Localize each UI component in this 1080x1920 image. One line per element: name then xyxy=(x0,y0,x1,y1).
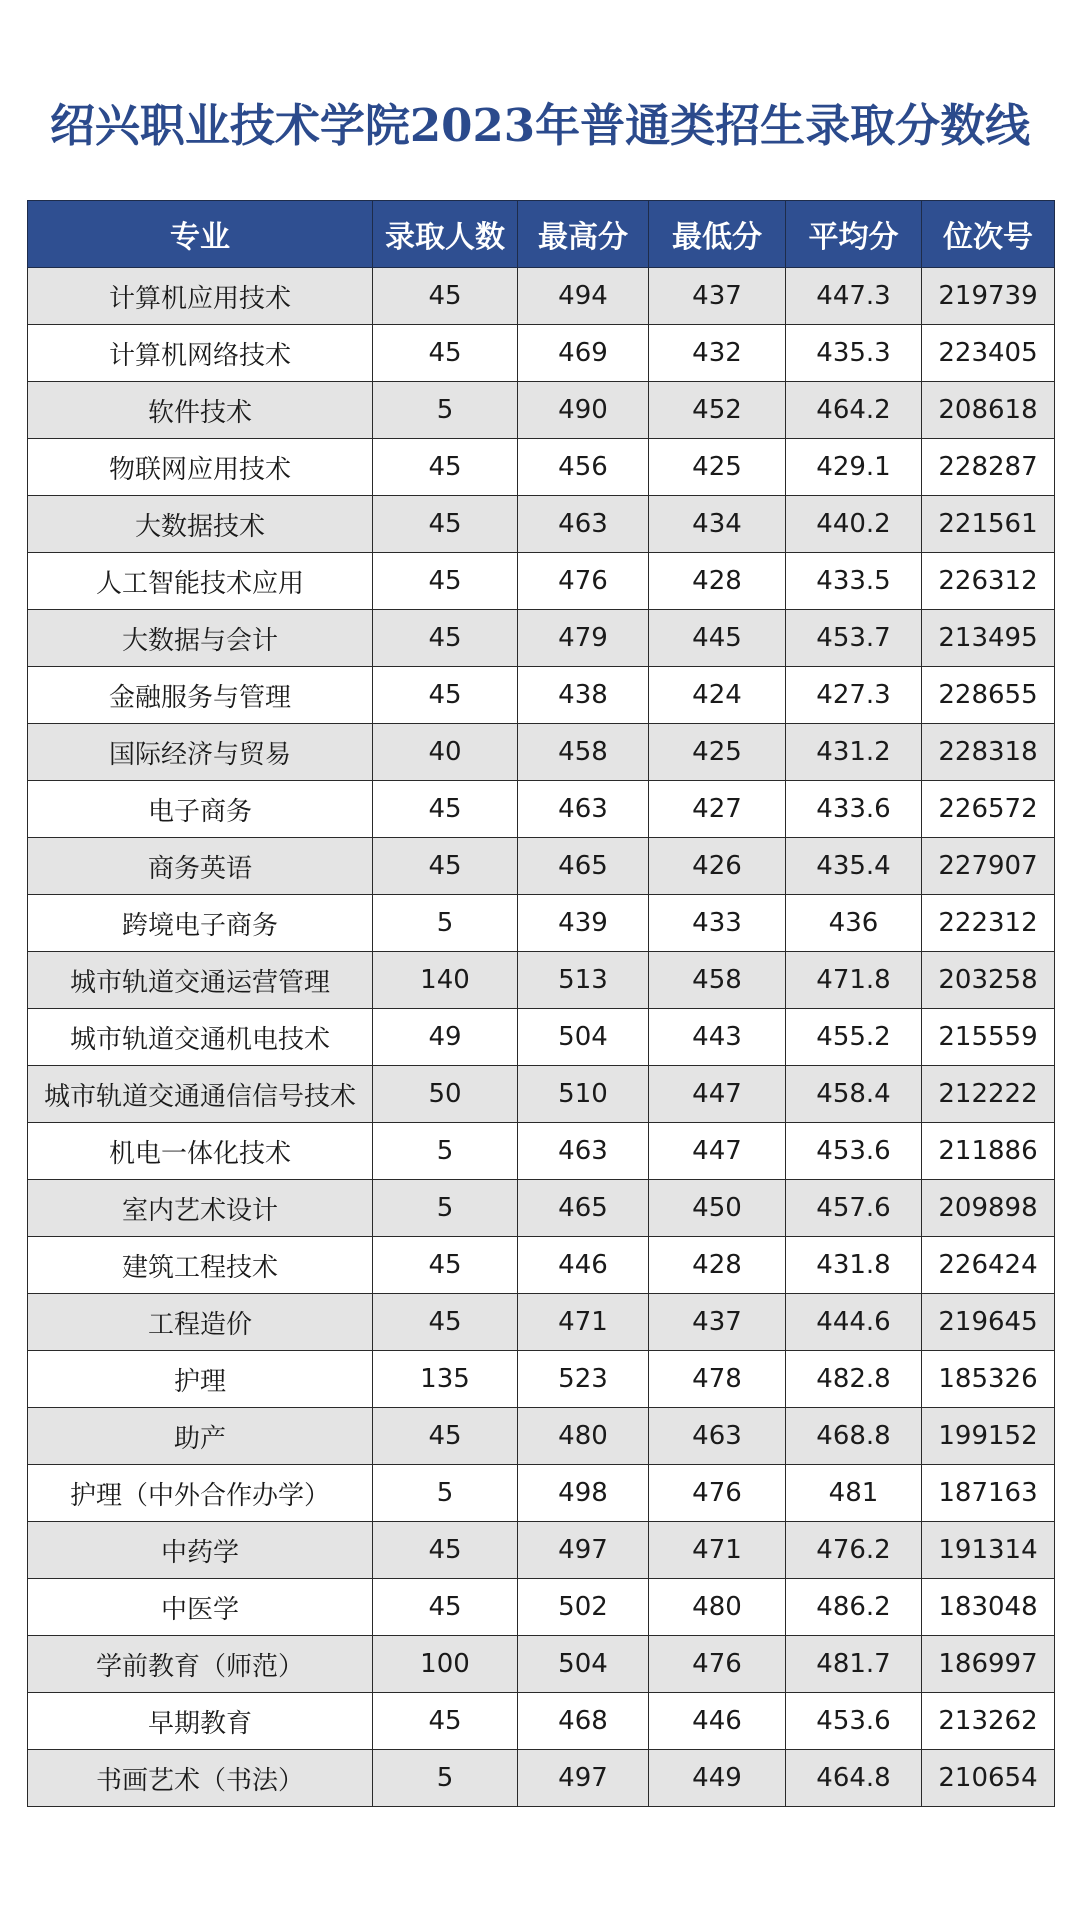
table-row xyxy=(28,1408,1055,1465)
cell-rank: 213495 xyxy=(922,610,1055,667)
cell-admitted-count: 45 xyxy=(373,439,518,496)
table-row xyxy=(28,1180,1055,1237)
cell-highest-score: 463 xyxy=(518,781,649,838)
cell-admitted-count: 45 xyxy=(373,781,518,838)
cell-highest-score: 469 xyxy=(518,325,649,382)
table-row xyxy=(28,1465,1055,1522)
cell-lowest-score: 428 xyxy=(649,553,786,610)
cell-highest-score: 468 xyxy=(518,1693,649,1750)
cell-admitted-count: 5 xyxy=(373,1123,518,1180)
cell-admitted-count: 45 xyxy=(373,1294,518,1351)
cell-average-score: 435.4 xyxy=(786,838,922,895)
cell-average-score: 468.8 xyxy=(786,1408,922,1465)
cell-highest-score: 463 xyxy=(518,1123,649,1180)
cell-average-score: 431.2 xyxy=(786,724,922,781)
cell-major: 城市轨道交通机电技术 xyxy=(28,1009,373,1066)
cell-average-score: 453.6 xyxy=(786,1123,922,1180)
cell-major: 国际经济与贸易 xyxy=(28,724,373,781)
cell-average-score: 436 xyxy=(786,895,922,952)
table-row xyxy=(28,1750,1055,1807)
cell-major: 软件技术 xyxy=(28,382,373,439)
cell-highest-score: 497 xyxy=(518,1522,649,1579)
cell-highest-score: 490 xyxy=(518,382,649,439)
cell-average-score: 429.1 xyxy=(786,439,922,496)
cell-major: 书画艺术（书法） xyxy=(28,1750,373,1807)
cell-rank: 226572 xyxy=(922,781,1055,838)
cell-rank: 203258 xyxy=(922,952,1055,1009)
cell-major: 电子商务 xyxy=(28,781,373,838)
cell-highest-score: 438 xyxy=(518,667,649,724)
cell-major: 跨境电子商务 xyxy=(28,895,373,952)
cell-highest-score: 513 xyxy=(518,952,649,1009)
cell-lowest-score: 437 xyxy=(649,268,786,325)
cell-admitted-count: 45 xyxy=(373,838,518,895)
table-row xyxy=(28,496,1055,553)
cell-rank: 223405 xyxy=(922,325,1055,382)
table-row xyxy=(28,439,1055,496)
cell-average-score: 453.7 xyxy=(786,610,922,667)
cell-lowest-score: 428 xyxy=(649,1237,786,1294)
admission-score-table xyxy=(27,200,1055,1807)
cell-lowest-score: 446 xyxy=(649,1693,786,1750)
cell-highest-score: 504 xyxy=(518,1009,649,1066)
cell-rank: 186997 xyxy=(922,1636,1055,1693)
cell-rank: 208618 xyxy=(922,382,1055,439)
table-row xyxy=(28,268,1055,325)
cell-lowest-score: 447 xyxy=(649,1123,786,1180)
table-row xyxy=(28,382,1055,439)
cell-major: 学前教育（师范） xyxy=(28,1636,373,1693)
table-row xyxy=(28,1237,1055,1294)
cell-major: 护理（中外合作办学） xyxy=(28,1465,373,1522)
cell-major: 计算机网络技术 xyxy=(28,325,373,382)
cell-highest-score: 476 xyxy=(518,553,649,610)
header-lowest-score: 最低分 xyxy=(649,201,786,268)
cell-lowest-score: 426 xyxy=(649,838,786,895)
cell-highest-score: 510 xyxy=(518,1066,649,1123)
cell-highest-score: 502 xyxy=(518,1579,649,1636)
cell-lowest-score: 476 xyxy=(649,1465,786,1522)
cell-rank: 228318 xyxy=(922,724,1055,781)
cell-rank: 185326 xyxy=(922,1351,1055,1408)
cell-highest-score: 465 xyxy=(518,1180,649,1237)
table-row xyxy=(28,895,1055,952)
cell-highest-score: 446 xyxy=(518,1237,649,1294)
cell-rank: 211886 xyxy=(922,1123,1055,1180)
page-title: 绍兴职业技术学院2023年普通类招生录取分数线 xyxy=(49,99,1031,152)
cell-admitted-count: 50 xyxy=(373,1066,518,1123)
table-row xyxy=(28,1579,1055,1636)
cell-major: 护理 xyxy=(28,1351,373,1408)
cell-average-score: 435.3 xyxy=(786,325,922,382)
table-row xyxy=(28,553,1055,610)
cell-rank: 212222 xyxy=(922,1066,1055,1123)
cell-average-score: 481.7 xyxy=(786,1636,922,1693)
cell-highest-score: 456 xyxy=(518,439,649,496)
cell-highest-score: 523 xyxy=(518,1351,649,1408)
header-major: 专业 xyxy=(28,201,373,268)
cell-average-score: 486.2 xyxy=(786,1579,922,1636)
cell-admitted-count: 45 xyxy=(373,1408,518,1465)
cell-highest-score: 494 xyxy=(518,268,649,325)
cell-average-score: 447.3 xyxy=(786,268,922,325)
table-row xyxy=(28,1636,1055,1693)
cell-lowest-score: 478 xyxy=(649,1351,786,1408)
table-body xyxy=(28,268,1055,1807)
cell-average-score: 476.2 xyxy=(786,1522,922,1579)
table-row xyxy=(28,1123,1055,1180)
cell-admitted-count: 5 xyxy=(373,1180,518,1237)
cell-rank: 222312 xyxy=(922,895,1055,952)
cell-lowest-score: 433 xyxy=(649,895,786,952)
cell-major: 机电一体化技术 xyxy=(28,1123,373,1180)
cell-rank: 183048 xyxy=(922,1579,1055,1636)
cell-highest-score: 497 xyxy=(518,1750,649,1807)
cell-major: 室内艺术设计 xyxy=(28,1180,373,1237)
cell-major: 助产 xyxy=(28,1408,373,1465)
cell-average-score: 453.6 xyxy=(786,1693,922,1750)
header-highest-score: 最高分 xyxy=(518,201,649,268)
cell-admitted-count: 49 xyxy=(373,1009,518,1066)
cell-average-score: 458.4 xyxy=(786,1066,922,1123)
cell-admitted-count: 45 xyxy=(373,610,518,667)
cell-rank: 221561 xyxy=(922,496,1055,553)
table-row xyxy=(28,952,1055,1009)
cell-average-score: 471.8 xyxy=(786,952,922,1009)
cell-major: 金融服务与管理 xyxy=(28,667,373,724)
cell-admitted-count: 45 xyxy=(373,553,518,610)
cell-admitted-count: 45 xyxy=(373,1693,518,1750)
cell-lowest-score: 449 xyxy=(649,1750,786,1807)
cell-rank: 226312 xyxy=(922,553,1055,610)
cell-major: 城市轨道交通通信信号技术 xyxy=(28,1066,373,1123)
cell-average-score: 444.6 xyxy=(786,1294,922,1351)
cell-lowest-score: 424 xyxy=(649,667,786,724)
cell-highest-score: 504 xyxy=(518,1636,649,1693)
cell-major: 大数据与会计 xyxy=(28,610,373,667)
cell-average-score: 433.5 xyxy=(786,553,922,610)
cell-rank: 209898 xyxy=(922,1180,1055,1237)
cell-major: 商务英语 xyxy=(28,838,373,895)
table-row xyxy=(28,667,1055,724)
table-row xyxy=(28,724,1055,781)
cell-rank: 219739 xyxy=(922,268,1055,325)
cell-highest-score: 480 xyxy=(518,1408,649,1465)
table-row xyxy=(28,838,1055,895)
cell-lowest-score: 471 xyxy=(649,1522,786,1579)
table-row xyxy=(28,1693,1055,1750)
cell-lowest-score: 452 xyxy=(649,382,786,439)
cell-lowest-score: 463 xyxy=(649,1408,786,1465)
cell-admitted-count: 5 xyxy=(373,1465,518,1522)
cell-lowest-score: 432 xyxy=(649,325,786,382)
cell-average-score: 457.6 xyxy=(786,1180,922,1237)
cell-major: 计算机应用技术 xyxy=(28,268,373,325)
cell-admitted-count: 45 xyxy=(373,496,518,553)
table-row xyxy=(28,1522,1055,1579)
cell-major: 人工智能技术应用 xyxy=(28,553,373,610)
cell-admitted-count: 5 xyxy=(373,895,518,952)
cell-major: 物联网应用技术 xyxy=(28,439,373,496)
cell-major: 工程造价 xyxy=(28,1294,373,1351)
table-row xyxy=(28,1294,1055,1351)
cell-average-score: 464.8 xyxy=(786,1750,922,1807)
cell-average-score: 431.8 xyxy=(786,1237,922,1294)
table-row xyxy=(28,1066,1055,1123)
cell-admitted-count: 45 xyxy=(373,1579,518,1636)
table-row xyxy=(28,1009,1055,1066)
cell-admitted-count: 5 xyxy=(373,1750,518,1807)
cell-admitted-count: 45 xyxy=(373,1237,518,1294)
cell-lowest-score: 443 xyxy=(649,1009,786,1066)
cell-highest-score: 465 xyxy=(518,838,649,895)
cell-average-score: 464.2 xyxy=(786,382,922,439)
cell-lowest-score: 480 xyxy=(649,1579,786,1636)
cell-highest-score: 498 xyxy=(518,1465,649,1522)
cell-admitted-count: 45 xyxy=(373,268,518,325)
cell-rank: 219645 xyxy=(922,1294,1055,1351)
cell-rank: 228655 xyxy=(922,667,1055,724)
cell-highest-score: 458 xyxy=(518,724,649,781)
cell-lowest-score: 434 xyxy=(649,496,786,553)
cell-lowest-score: 458 xyxy=(649,952,786,1009)
table-header-row xyxy=(28,201,1055,268)
cell-admitted-count: 40 xyxy=(373,724,518,781)
cell-highest-score: 439 xyxy=(518,895,649,952)
cell-highest-score: 479 xyxy=(518,610,649,667)
cell-lowest-score: 427 xyxy=(649,781,786,838)
cell-average-score: 433.6 xyxy=(786,781,922,838)
cell-rank: 210654 xyxy=(922,1750,1055,1807)
cell-rank: 226424 xyxy=(922,1237,1055,1294)
cell-rank: 199152 xyxy=(922,1408,1055,1465)
cell-average-score: 481 xyxy=(786,1465,922,1522)
cell-rank: 215559 xyxy=(922,1009,1055,1066)
cell-admitted-count: 140 xyxy=(373,952,518,1009)
cell-admitted-count: 135 xyxy=(373,1351,518,1408)
header-admitted-count: 录取人数 xyxy=(373,201,518,268)
header-rank: 位次号 xyxy=(922,201,1055,268)
cell-major: 中医学 xyxy=(28,1579,373,1636)
cell-admitted-count: 100 xyxy=(373,1636,518,1693)
header-average-score: 平均分 xyxy=(786,201,922,268)
cell-admitted-count: 45 xyxy=(373,1522,518,1579)
cell-admitted-count: 5 xyxy=(373,382,518,439)
cell-average-score: 482.8 xyxy=(786,1351,922,1408)
cell-rank: 213262 xyxy=(922,1693,1055,1750)
cell-lowest-score: 447 xyxy=(649,1066,786,1123)
cell-admitted-count: 45 xyxy=(373,325,518,382)
cell-lowest-score: 425 xyxy=(649,724,786,781)
cell-major: 城市轨道交通运营管理 xyxy=(28,952,373,1009)
cell-average-score: 427.3 xyxy=(786,667,922,724)
table-row xyxy=(28,325,1055,382)
cell-major: 早期教育 xyxy=(28,1693,373,1750)
cell-major: 大数据技术 xyxy=(28,496,373,553)
table-row xyxy=(28,781,1055,838)
cell-lowest-score: 425 xyxy=(649,439,786,496)
cell-lowest-score: 437 xyxy=(649,1294,786,1351)
cell-rank: 227907 xyxy=(922,838,1055,895)
cell-highest-score: 471 xyxy=(518,1294,649,1351)
cell-rank: 187163 xyxy=(922,1465,1055,1522)
cell-lowest-score: 476 xyxy=(649,1636,786,1693)
table-row xyxy=(28,1351,1055,1408)
cell-average-score: 455.2 xyxy=(786,1009,922,1066)
table-row xyxy=(28,610,1055,667)
cell-lowest-score: 450 xyxy=(649,1180,786,1237)
cell-major: 建筑工程技术 xyxy=(28,1237,373,1294)
cell-highest-score: 463 xyxy=(518,496,649,553)
cell-major: 中药学 xyxy=(28,1522,373,1579)
cell-rank: 228287 xyxy=(922,439,1055,496)
cell-admitted-count: 45 xyxy=(373,667,518,724)
cell-lowest-score: 445 xyxy=(649,610,786,667)
cell-average-score: 440.2 xyxy=(786,496,922,553)
cell-rank: 191314 xyxy=(922,1522,1055,1579)
